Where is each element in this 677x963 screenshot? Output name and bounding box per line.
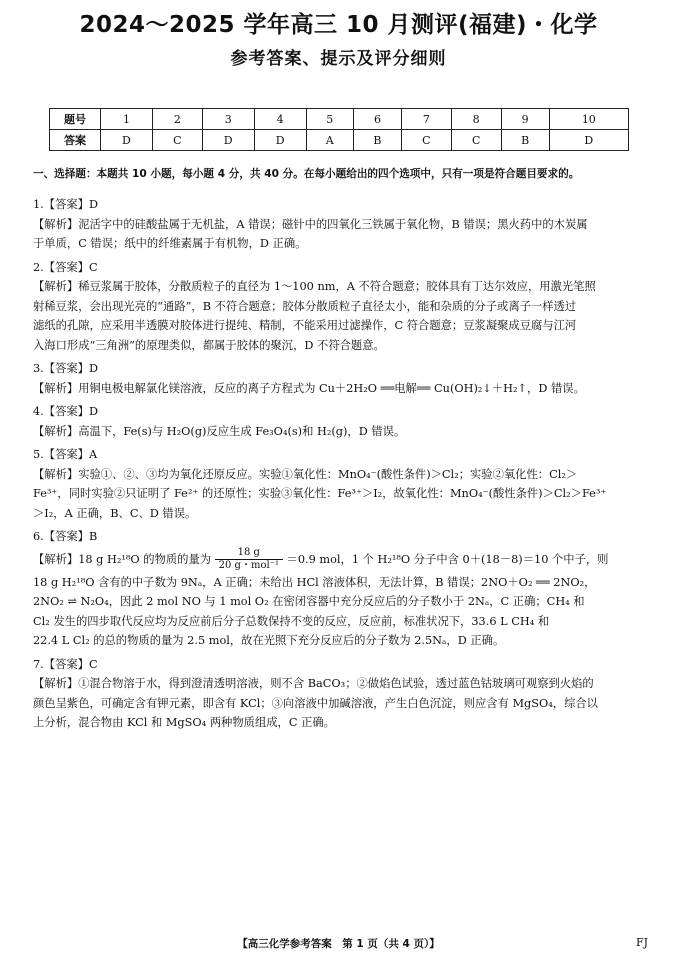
question-number-cell: 1 [101, 109, 153, 130]
answer-cell: D [202, 130, 254, 151]
answer-table-number-row [50, 109, 629, 130]
explanation-line: 【解析】高温下，Fe(s)与 H₂O(g)反应生成 Fe₃O₄(s)和 H₂(g)，D 错误。 [33, 424, 406, 438]
explanation-line: 【解析】实验①、②、③均为氧化还原反应。实验①氧化性：MnO₄⁻(酸性条件)＞Cl₂；实验②氧化性：Cl₂＞ [33, 467, 578, 481]
molar-fraction [215, 547, 283, 572]
answer-cell: D [101, 130, 153, 151]
question-number-cell: 6 [353, 109, 401, 130]
answer-cell: C [401, 130, 451, 151]
explanation-line: 【解析】①混合物溶于水，得到澄清透明溶液，则不含 BaCO₃；②做焰色试验，透过蓝色钴玻璃可观察到火焰的 [33, 677, 594, 690]
answer-cell: C [152, 130, 202, 151]
page-title: 2024～2025 学年高三 10 月测评(福建)・化学 [79, 12, 598, 38]
answer-label-q2: 2.【答案】C [33, 260, 98, 274]
explanation-q6 [33, 547, 649, 651]
answer-label-q1: 1.【答案】D [33, 198, 99, 211]
answer-cell: A [306, 130, 353, 151]
answer-cell: C [451, 130, 501, 151]
explanation-line: 【解析】用铜电极电解氯化镁溶液，反应的离子方程式为 Cu＋2H₂O ══电解══ Cu(OH)₂↓＋H₂↑，D 错误。 [33, 381, 585, 395]
question-number-cell: 10 [549, 109, 628, 130]
explanation-line: 射稀豆浆，会出现光亮的“通路”，B 不符合题意；胶体分散质粒子直径太小，能和杂质的分子或离子一样透过 [33, 299, 577, 313]
explanation-q7 [33, 674, 649, 733]
explanation-line: 上分析，混合物由 KCl 和 MgSO₄ 两种物质组成，C 正确。 [33, 716, 335, 729]
answer-table-answer-row [50, 130, 629, 151]
explanation-line: 18 g H₂¹⁸O 含有的中子数为 9Nₐ，A 正确；未给出 HCl 溶液体积，无法计算，B 错误；2NO＋O₂ ══ 2NO₂， [33, 575, 596, 589]
answer-row-label: 答案 [50, 130, 101, 151]
question-number-cell: 4 [254, 109, 306, 130]
answer-label-q7: 7.【答案】C [33, 657, 98, 671]
explanation-line: ＞I₂，A 正确，B、C、D 错误。 [33, 506, 197, 520]
answer-label-q4: 4.【答案】D [33, 405, 99, 418]
explanation-line: 入海口形成“三角洲”的原理类似，都属于胶体的聚沉，D 不符合题意。 [33, 338, 385, 352]
question-number-cell: 7 [401, 109, 451, 130]
answer-cell: B [501, 130, 549, 151]
question-number-cell: 5 [306, 109, 353, 130]
answer-table [49, 108, 629, 151]
explanation-line: 于单质，C 错误；纸中的纤维素属于有机物，D 正确。 [33, 237, 307, 250]
explanation-line-with-fraction [33, 547, 649, 573]
fraction-numerator: 18 g [215, 547, 283, 560]
question-number-cell: 2 [152, 109, 202, 130]
explanation-q4 [33, 422, 649, 442]
answer-label-q6: 6.【答案】B [33, 530, 98, 543]
question-number-cell: 3 [202, 109, 254, 130]
answer-cell: D [549, 130, 628, 151]
explanation-q3 [33, 379, 649, 399]
region-code: FJ [636, 936, 649, 949]
question-number-cell: 9 [501, 109, 549, 130]
explanation-line: 22.4 L Cl₂ 的总的物质的量为 2.5 mol，故在光照下充分反应后的分子数为 2.5Nₐ，D 正确。 [33, 634, 505, 647]
answer-label-q5: 5.【答案】A [33, 448, 98, 461]
section-heading: 一、选择题：本题共 10 小题，每小题 4 分，共 40 分。在每小题给出的四个选项中，只有一项是符合题目要求的。 [33, 168, 580, 180]
page-subtitle: 参考答案、提示及评分细则 [230, 49, 447, 69]
explanation-q1 [33, 215, 649, 254]
explanation-line: 2NO₂ ⇌ N₂O₄，因此 2 mol NO 与 1 mol O₂ 在密闭容器中充分反应后的分子数小于 2Nₐ，C 正确；CH₄ 和 [33, 595, 585, 608]
explanation-line: 滤纸的孔隙，应采用半透膜对胶体进行提纯、精制，不能采用过滤操作，C 符合题意；豆浆凝聚成豆腐与江河 [33, 319, 577, 332]
explanation-line: Cl₂ 发生的四步取代反应均为反应前后分子总数保持不变的反应，反应前，标准状况下，33.6 L CH₄ 和 [33, 614, 550, 628]
explanation-line: 【解析】稀豆浆属于胶体，分散质粒子的直径为 1～100 nm，A 不符合题意；胶体具有丁达尔效应，用激光笔照 [33, 280, 596, 293]
answer-label-q3: 3.【答案】D [33, 362, 99, 375]
explanation-line: 【解析】泥活字中的硅酸盐属于无机盐，A 错误；磁针中的四氧化三铁属于氧化物，B 错误；黑火药中的木炭属 [33, 217, 588, 231]
fraction-denominator: 20 g・mol⁻¹ [218, 560, 279, 571]
explanation-prefix: 【解析】18 g H₂¹⁸O 的物质的量为 [33, 552, 212, 566]
page-footer: 【高三化学参考答案 第 1 页（共 4 页）】 [237, 938, 440, 950]
answer-cell: D [254, 130, 306, 151]
solutions-body [33, 191, 649, 737]
explanation-suffix: ＝0.9 mol，1 个 H₂¹⁸O 分子中含 0＋(18－8)＝10 个中子，则 [286, 552, 609, 566]
question-number-cell: 8 [451, 109, 501, 130]
answer-cell: B [353, 130, 401, 151]
explanation-line: 颜色呈紫色，可确定含有钾元素，即含有 KCl；③向溶液中加碱溶液，产生白色沉淀，则应含有 MgSO₄，综合以 [33, 696, 598, 710]
explanation-q2 [33, 277, 649, 355]
explanation-q5 [33, 465, 649, 524]
number-row-label: 题号 [50, 109, 101, 130]
explanation-line: Fe³⁺，同时实验②只证明了 Fe²⁺ 的还原性；实验③氧化性：Fe³⁺＞I₂，故氧化性：MnO₄⁻(酸性条件)＞Cl₂＞Fe³⁺ [33, 487, 607, 500]
